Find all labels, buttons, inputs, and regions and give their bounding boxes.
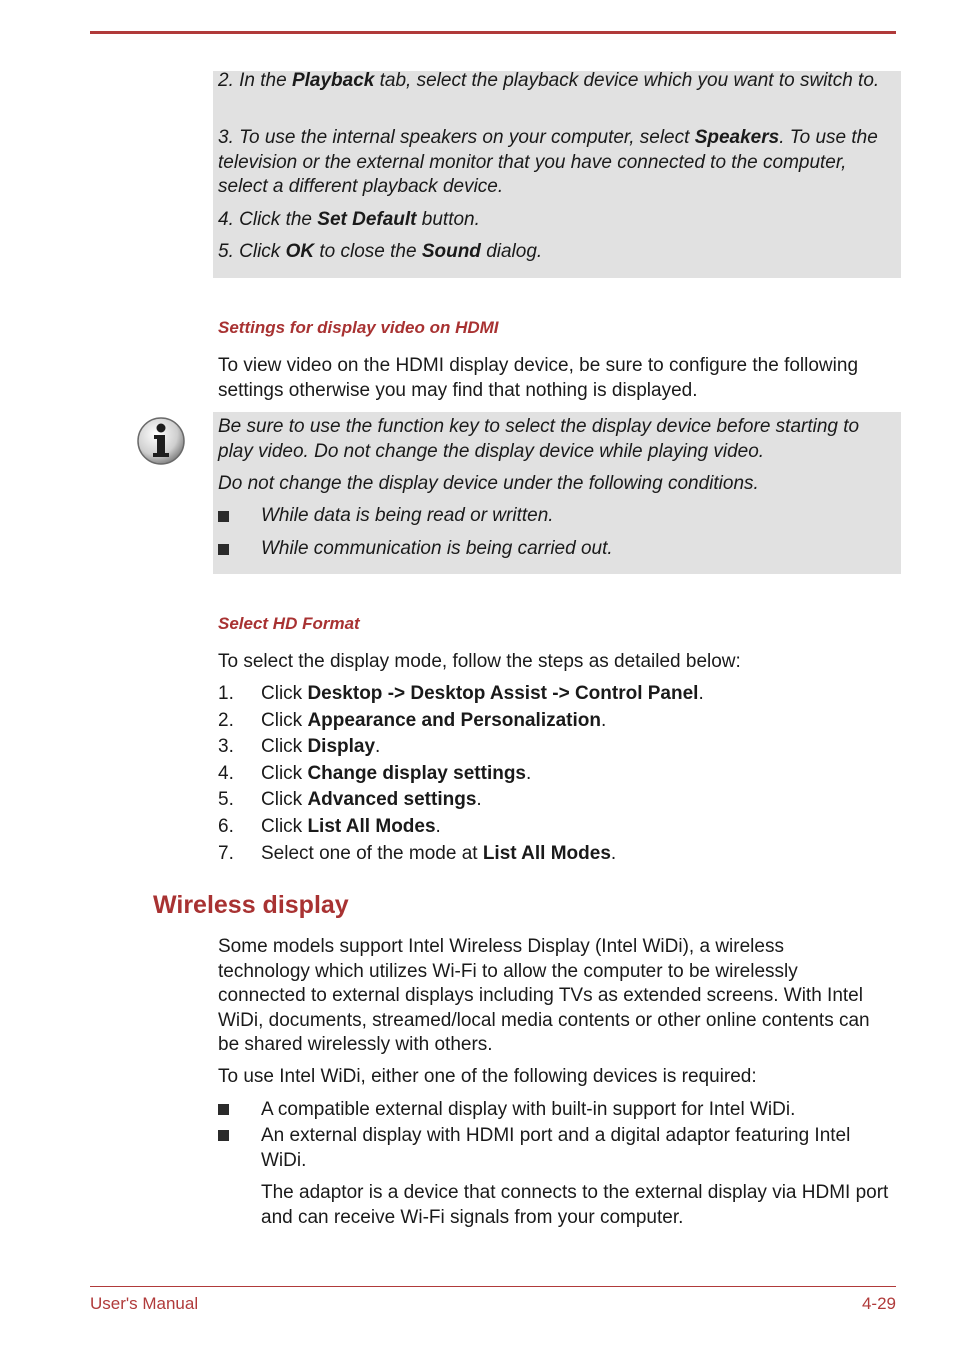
hd-format-intro: To select the display mode, follow the steps as detailed below:: [218, 651, 741, 672]
step-text: Click Appearance and Personalization.: [261, 710, 607, 731]
bullet-square: [218, 511, 229, 522]
step-text: Click Display.: [261, 736, 381, 757]
note-hdmi-bullet-1: While data is being read or written.: [261, 505, 554, 526]
step-number: 5.: [218, 789, 234, 810]
footer-rule: [90, 1286, 896, 1287]
step-number: 3.: [218, 736, 234, 757]
bullet-square: [218, 1104, 229, 1115]
note-hdmi-p1: Be sure to use the function key to select the display device before starting to play video. Do not change the display device while playing video.: [218, 416, 860, 462]
note-step-2: 2. In the Playback tab, select the playback device which you want to switch to.: [218, 70, 880, 91]
step-text: Click Advanced settings.: [261, 789, 482, 810]
step-text: Select one of the mode at List All Modes.: [261, 843, 617, 864]
hdmi-intro: To view video on the HDMI display device, be sure to configure the following settings otherwise you may find that nothing is displayed.: [218, 355, 859, 401]
hd-format-heading: Select HD Format: [218, 614, 360, 633]
footer-page-number: 4-29: [861, 1294, 896, 1313]
section-heading-wireless: Wireless display: [153, 891, 349, 919]
wireless-bullet-1: A compatible external display with built-in support for Intel WiDi.: [261, 1099, 796, 1120]
note-step-5: 5. Click OK to close the Sound dialog.: [218, 241, 543, 262]
hdmi-heading: Settings for display video on HDMI: [218, 318, 499, 337]
wireless-bullet-note: The adaptor is a device that connects to the external display via HDMI port and can receive Wi-Fi signals from your computer.: [261, 1182, 889, 1228]
step-text: Click Change display settings.: [261, 763, 532, 784]
note-step-4: 4. Click the Set Default button.: [218, 209, 480, 230]
step-number: 6.: [218, 816, 234, 837]
header-rule: [90, 31, 896, 34]
wireless-bullet-2: An external display with HDMI port and a digital adaptor featuring Intel WiDi.: [261, 1125, 851, 1171]
note-hdmi-bullet-2: While communication is being carried out.: [261, 538, 613, 559]
step-number: 7.: [218, 843, 234, 864]
note-hdmi-p2: Do not change the display device under the following conditions.: [218, 473, 759, 494]
info-icon: [136, 416, 186, 466]
wireless-intro: Some models support Intel Wireless Display (Intel WiDi), a wireless technology which utilizes Wi-Fi to allow the computer to be wirelessly connected to external displays including TVs as extended screens. With Intel WiDi, documents, streamed/local media contents or other online contents can be shared wirelessly with others.: [218, 936, 870, 1055]
bullet-square: [218, 1130, 229, 1141]
note-step-3: 3. To use the internal speakers on your computer, select Speakers. To use the television or the external monitor that you have connected to the computer, select a different playback device.: [218, 127, 878, 197]
step-number: 4.: [218, 763, 234, 784]
step-number: 1.: [218, 683, 234, 704]
bullet-square: [218, 544, 229, 555]
note-box-playback: [213, 71, 901, 278]
step-number: 2.: [218, 710, 234, 731]
footer-manual-title: User's Manual: [90, 1294, 199, 1313]
step-text: Click Desktop -> Desktop Assist -> Control Panel.: [261, 683, 704, 704]
step-text: Click List All Modes.: [261, 816, 441, 837]
wireless-requirement: To use Intel WiDi, either one of the following devices is required:: [218, 1066, 757, 1087]
